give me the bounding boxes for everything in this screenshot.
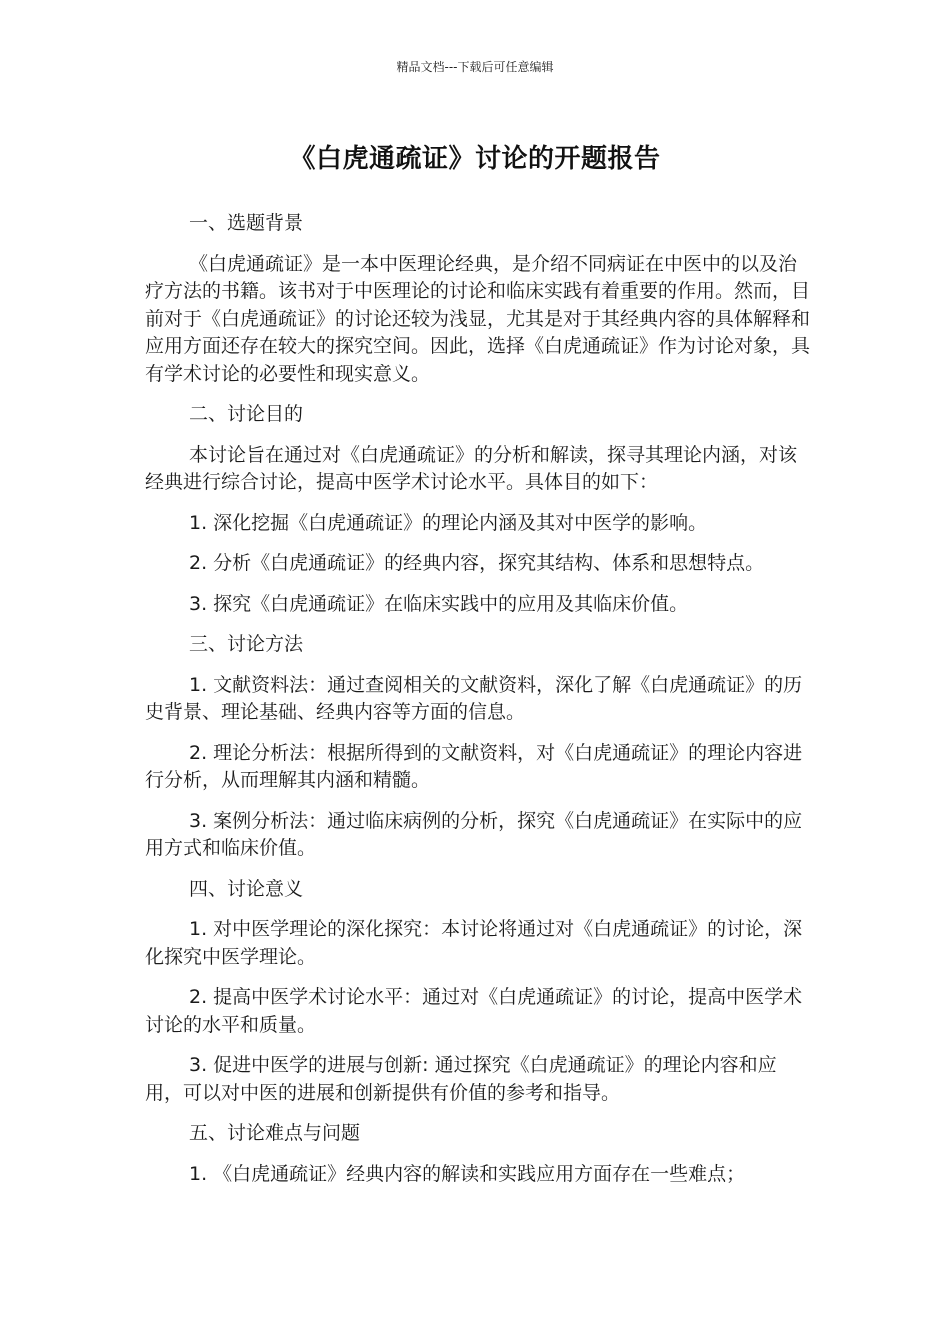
paragraph: 《白虎通疏证》是一本中医理论经典，是介绍不同病证在中医中的以及治疗方法的书籍。该书对于中医理论的讨论和临床实践有着重要的作用。然而，目前对于《白虎通疏证》的讨论还较为浅显，尤其是对于其经典内容的具体解释和应用方面还存在较大的探究空间。因此，选择《白虎通疏证》作为讨论对象，具有学术讨论的必要性和现实意义。 (145, 252, 811, 385)
section-heading: 一、选题背景 (189, 212, 304, 234)
list-item: 1. 深化挖掘《白虎通疏证》的理论内涵及其对中医学的影响。 (189, 511, 708, 534)
section-heading: 二、讨论目的 (189, 403, 304, 425)
document-title: 《白虎通疏证》讨论的开题报告 (289, 144, 661, 174)
list-item: 1. 文献资料法：通过查阅相关的文献资料，深化了解《白虎通疏证》的历史背景、理论基础、经典内容等方面的信息。 (145, 673, 803, 723)
list-item: 3. 案例分析法：通过临床病例的分析，探究《白虎通疏证》在实际中的应用方式和临床价值。 (145, 809, 803, 859)
section-heading: 四、讨论意义 (189, 877, 304, 900)
list-item: 1. 对中医学理论的深化探究：本讨论将通过对《白虎通疏证》的讨论，深化探究中医学理论。 (145, 918, 803, 968)
section-heading: 三、讨论方法 (189, 633, 304, 655)
list-item: 2. 分析《白虎通疏证》的经典内容，探究其结构、体系和思想特点。 (189, 552, 765, 574)
list-item: 3. 探究《白虎通疏证》在临床实践中的应用及其临床价值。 (189, 592, 689, 615)
list-item: 2. 提高中医学术讨论水平：通过对《白虎通疏证》的讨论，提高中医学术讨论的水平和质量。 (145, 986, 803, 1036)
list-item: 1. 《白虎通疏证》经典内容的解读和实践应用方面存在一些难点； (189, 1162, 746, 1185)
list-item: 2. 理论分析法：根据所得到的文献资料，对《白虎通疏证》的理论内容进行分析，从而理解其内涵和精髓。 (145, 741, 803, 791)
document-body (145, 210, 810, 1201)
paragraph: 本讨论旨在通过对《白虎通疏证》的分析和解读，探寻其理论内涵，对该经典进行综合讨论，提高中医学术讨论水平。具体目的如下： (145, 443, 798, 493)
section-heading: 五、讨论难点与问题 (189, 1122, 361, 1144)
list-item: 3. 促进中医学的进展与创新: 通过探究《白虎通疏证》的理论内容和应用，可以对中医的进展和创新提供有价值的参考和指导。 (145, 1054, 777, 1104)
page-header-note: 精品文档---下载后可任意编辑 (396, 60, 554, 74)
